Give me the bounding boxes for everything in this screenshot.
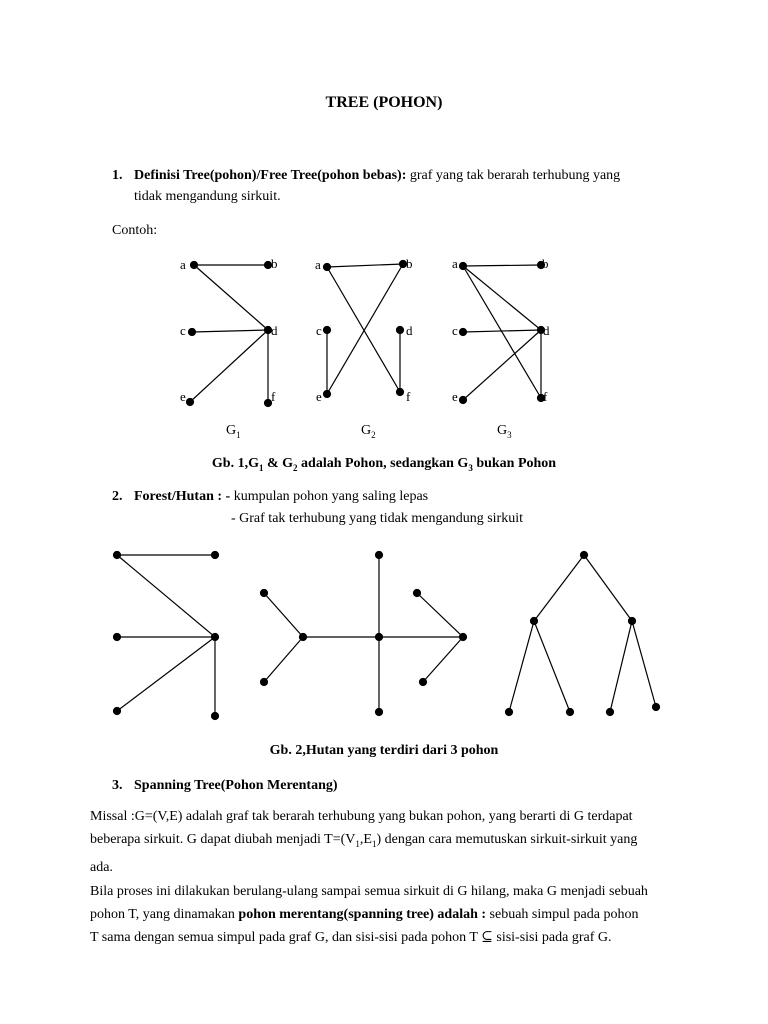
- forest-definition-1: kumpulan pohon yang saling lepas: [230, 489, 429, 504]
- node-e: [324, 391, 331, 398]
- section-heading: Definisi Tree(pohon)/Free Tree(pohon bebas):: [134, 168, 407, 183]
- definition-text-line2: tidak mengandung sirkuit.: [134, 189, 281, 204]
- node-f: [397, 389, 404, 396]
- node-label-b: b: [542, 256, 549, 271]
- paragraph-1-line-1: Missal :G=(V,E) adalah graf tak berarah terhubung yang bukan pohon, yang berarti di G terdapat: [90, 809, 633, 824]
- node-label-c: c: [180, 323, 186, 338]
- graph-g1: [187, 262, 272, 407]
- node-c: [460, 329, 467, 336]
- graph-label-g2: $G_2$: [361, 423, 376, 440]
- graph-label-g3: $G_3$: [497, 423, 512, 440]
- paragraph-2: [90, 880, 700, 949]
- figure-2-caption: Gb. 2,Hutan yang terdiri dari 3 pohon: [269, 743, 499, 758]
- node-a: [324, 264, 331, 271]
- section-number: 1.: [112, 168, 123, 183]
- node-label-b: b: [406, 256, 413, 271]
- node-a: [191, 262, 198, 269]
- tree-1: [114, 552, 219, 720]
- graph-g3: [460, 262, 545, 404]
- figure-2-forest: [0, 540, 768, 740]
- graph-g2: [324, 261, 407, 398]
- node-label-a: a: [452, 256, 458, 271]
- node-label-d: d: [271, 323, 278, 338]
- node-label-f: f: [543, 389, 548, 404]
- node-label-f: f: [406, 389, 411, 404]
- node-label-c: c: [316, 323, 322, 338]
- tree-2: [261, 552, 467, 716]
- paragraph-2-line-1: Bila proses ini dilakukan berulang-ulang sampai semua sirkuit di G hilang, maka G menjadi sebuah: [90, 884, 648, 899]
- node-e: [187, 399, 194, 406]
- section-number: 2.: [112, 489, 123, 504]
- section-number: 3.: [112, 778, 123, 793]
- forest-definition-2: - Graf tak terhubung yang tidak mengandung sirkuit: [231, 511, 523, 526]
- paragraph-2-line-3: T sama dengan semua simpul pada graf G, dan sisi-sisi pada pohon T ⊆ sisi-sisi pada graf G.: [90, 930, 612, 945]
- node-d: [397, 327, 404, 334]
- paragraph-2-line-2: pohon T, yang dinamakan pohon merentang(spanning tree) adalah : sebuah simpul pada pohon: [90, 907, 639, 922]
- node-label-a: a: [315, 257, 321, 272]
- section-2-forest: [112, 486, 428, 508]
- page-title: TREE (POHON): [325, 94, 443, 111]
- node-c: [189, 329, 196, 336]
- section-heading: Forest/Hutan : -: [134, 489, 231, 504]
- node-label-d: d: [406, 323, 413, 338]
- node-label-b: b: [271, 256, 278, 271]
- node-e: [460, 397, 467, 404]
- node-label-d: d: [543, 323, 550, 338]
- node-c: [324, 327, 331, 334]
- graph-label-g1: $G_1$: [226, 423, 241, 440]
- section-3-spanning-tree: [112, 775, 338, 797]
- node-a: [460, 263, 467, 270]
- figure-1-graphs: [0, 0, 768, 460]
- node-label-a: a: [180, 257, 186, 272]
- paragraph-1-line-2: beberapa sirkuit. G dapat diubah menjadi $T=(V_1,E_1)$ dengan cara memutuskan sirkuit-sirkuit yang: [90, 832, 638, 849]
- node-label-e: e: [316, 389, 322, 404]
- node-label-c: c: [452, 323, 458, 338]
- paragraph-1: [90, 805, 690, 879]
- figure-1-caption: Gb. $1,G_1$ & $G_2$ adalah Pohon, sedangkan $G_3$ bukan Pohon: [211, 456, 557, 473]
- node-label-e: e: [452, 389, 458, 404]
- example-label: Contoh:: [112, 223, 158, 238]
- definition-text: graf yang tak berarah terhubung yang: [406, 168, 621, 183]
- node-label-f: f: [271, 389, 276, 404]
- section-heading: Spanning Tree(Pohon Merentang): [134, 778, 338, 793]
- tree-3: [506, 552, 660, 716]
- node-label-e: e: [180, 389, 186, 404]
- paragraph-1-line-3: ada.: [90, 859, 113, 875]
